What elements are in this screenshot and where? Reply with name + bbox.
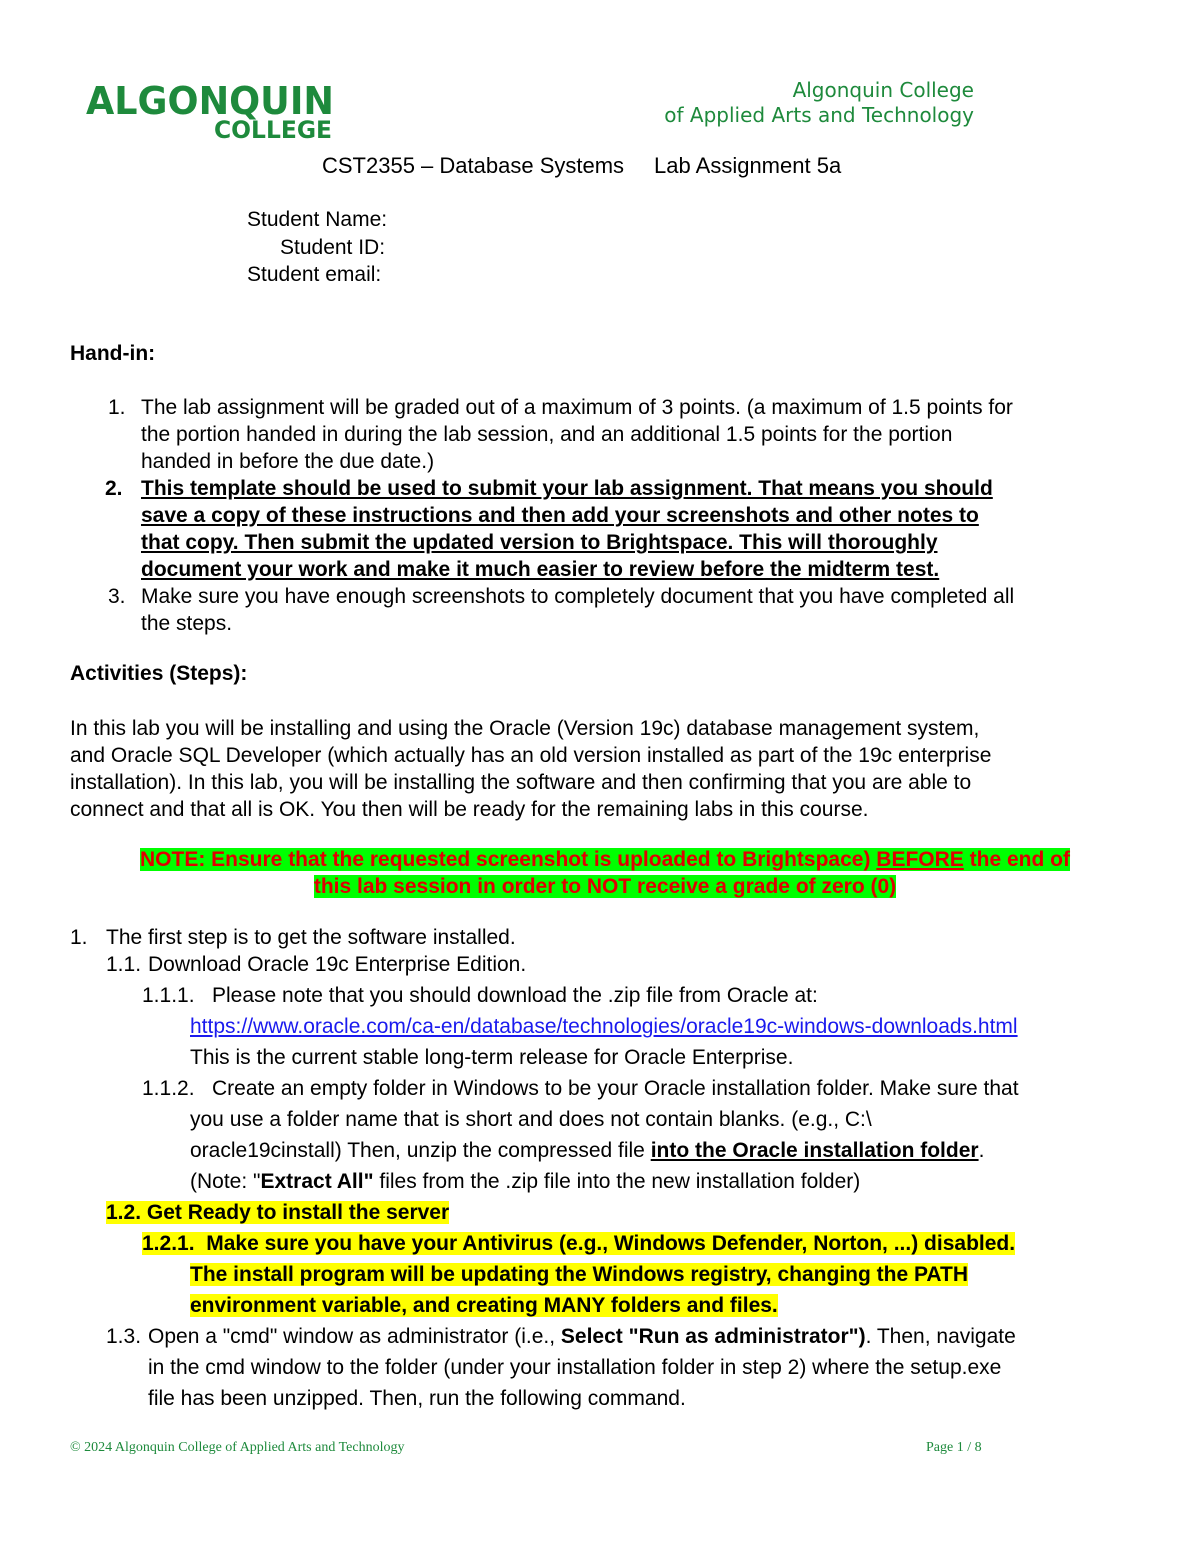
- handin-item-number: 3.: [108, 585, 126, 608]
- intro-line: and Oracle SQL Developer (which actually has an old version installed as part of the 19c enterprise: [70, 744, 992, 767]
- step-emphasis: Select "Run as administrator"): [560, 1325, 866, 1348]
- step-text: environment variable, and creating MANY folders and files.: [190, 1294, 778, 1317]
- student-id-label: Student ID:: [280, 236, 386, 259]
- document-title: [322, 152, 841, 179]
- step-text: oracle19cinstall) Then, unzip the compressed file: [190, 1139, 651, 1162]
- step-text: (Note: ": [190, 1170, 261, 1193]
- step-1: [70, 924, 516, 951]
- logo-text-top: ALGONQUIN: [86, 79, 334, 123]
- course-title: CST2355 – Database Systems: [322, 153, 625, 178]
- grade-warning-note: [70, 846, 1140, 900]
- step-text: . Then, navigate: [865, 1325, 1016, 1348]
- college-name: [664, 78, 974, 128]
- oracle-download-link[interactable]: https://www.oracle.com/ca-en/database/technologies/oracle19c-windows-downloads.html: [190, 1015, 1018, 1038]
- handin-item-line: This template should be used to submit your lab assignment. That means you should: [141, 477, 993, 500]
- activities-intro: [70, 715, 1140, 823]
- handin-item-line: save a copy of these instructions and then add your screenshots and other notes to: [141, 504, 979, 527]
- note-text: NOTE: Ensure that the requested screenshot is uploaded to Brightspace): [140, 848, 877, 871]
- step-1-2: [106, 1199, 449, 1226]
- handin-item-line: the steps.: [141, 612, 233, 635]
- activities-heading: Activities (Steps):: [70, 662, 248, 685]
- step-number: 1.3.: [106, 1325, 142, 1348]
- step-text: Download Oracle 19c Enterprise Edition.: [148, 953, 527, 976]
- handin-item-line: Make sure you have enough screenshots to completely document that you have completed all: [141, 585, 1015, 608]
- intro-line: In this lab you will be installing and using the Oracle (Version 19c) database management system,: [70, 717, 980, 740]
- step-number: 1.2.: [106, 1201, 142, 1224]
- step-text: Open a "cmd" window as administrator (i.e.,: [148, 1325, 561, 1348]
- step-number: 1.1.2.: [142, 1077, 195, 1100]
- footer-copyright: © 2024 Algonquin College of Applied Arts and Technology: [70, 1440, 405, 1455]
- note-before: BEFORE: [876, 848, 964, 871]
- handin-item-number: 2.: [105, 477, 123, 500]
- step-number: 1.: [70, 926, 88, 949]
- intro-line: connect and that all is OK. You then will be ready for the remaining labs in this course.: [70, 798, 869, 821]
- handin-item-line: handed in before the due date.): [141, 450, 435, 473]
- logo-text-bottom: COLLEGE: [214, 116, 332, 142]
- step-text: Get Ready to install the server: [146, 1201, 450, 1224]
- college-line-2: of Applied Arts and Technology: [664, 103, 974, 127]
- step-text: file has been unzipped. Then, run the following command.: [148, 1387, 686, 1410]
- handin-item-line: that copy. Then submit the updated version to Brightspace. This will thoroughly: [141, 531, 938, 554]
- step-number: 1.1.: [106, 953, 142, 976]
- step-number: 1.1.1.: [142, 984, 195, 1007]
- step-text: you use a folder name that is short and does not contain blanks. (e.g., C:\: [190, 1108, 872, 1131]
- student-email-label: Student email:: [247, 263, 382, 286]
- footer-page-number: Page 1 / 8: [926, 1440, 982, 1455]
- handin-item-line: document your work and make it much easier to review before the midterm test.: [141, 558, 940, 581]
- step-number: 1.2.1.: [142, 1232, 195, 1255]
- note-text: this lab session in order to NOT receive a grade of zero (0): [313, 875, 897, 898]
- step-text: files from the .zip file into the new installation folder): [373, 1170, 861, 1193]
- step-text: .: [978, 1139, 985, 1162]
- step-text: Please note that you should download the .zip file from Oracle at:: [212, 984, 818, 1007]
- step-1-1: [106, 951, 527, 978]
- intro-line: installation). In this lab, you will be installing the software and then confirming that you are able to: [70, 771, 972, 794]
- handin-item-number: 1.: [108, 396, 126, 419]
- college-logo: [86, 78, 338, 142]
- step-text: This is the current stable long-term release for Oracle Enterprise.: [190, 1046, 794, 1069]
- step-text: The install program will be updating the Windows registry, changing the PATH: [190, 1263, 969, 1286]
- handin-heading: Hand-in:: [70, 342, 156, 365]
- step-text: The first step is to get the software installed.: [106, 926, 516, 949]
- step-text: in the cmd window to the folder (under your installation folder in step 2) where the setup.exe: [148, 1356, 1002, 1379]
- step-emphasis: into the Oracle installation folder: [650, 1139, 979, 1162]
- step-emphasis: Extract All": [260, 1170, 374, 1193]
- handin-item-line: The lab assignment will be graded out of a maximum of 3 points. (a maximum of 1.5 points for: [141, 396, 1013, 419]
- note-text: the end of: [963, 848, 1070, 871]
- college-line-1: Algonquin College: [792, 78, 974, 102]
- assignment-title: Lab Assignment 5a: [654, 153, 842, 178]
- step-text: Create an empty folder in Windows to be your Oracle installation folder. Make sure that: [212, 1077, 1019, 1100]
- handin-item-line: the portion handed in during the lab session, and an additional 1.5 points for the portion: [141, 423, 953, 446]
- student-name-label: Student Name:: [247, 208, 388, 231]
- step-text: Make sure you have your Antivirus (e.g., Windows Defender, Norton, ...) disabled.: [206, 1232, 1016, 1255]
